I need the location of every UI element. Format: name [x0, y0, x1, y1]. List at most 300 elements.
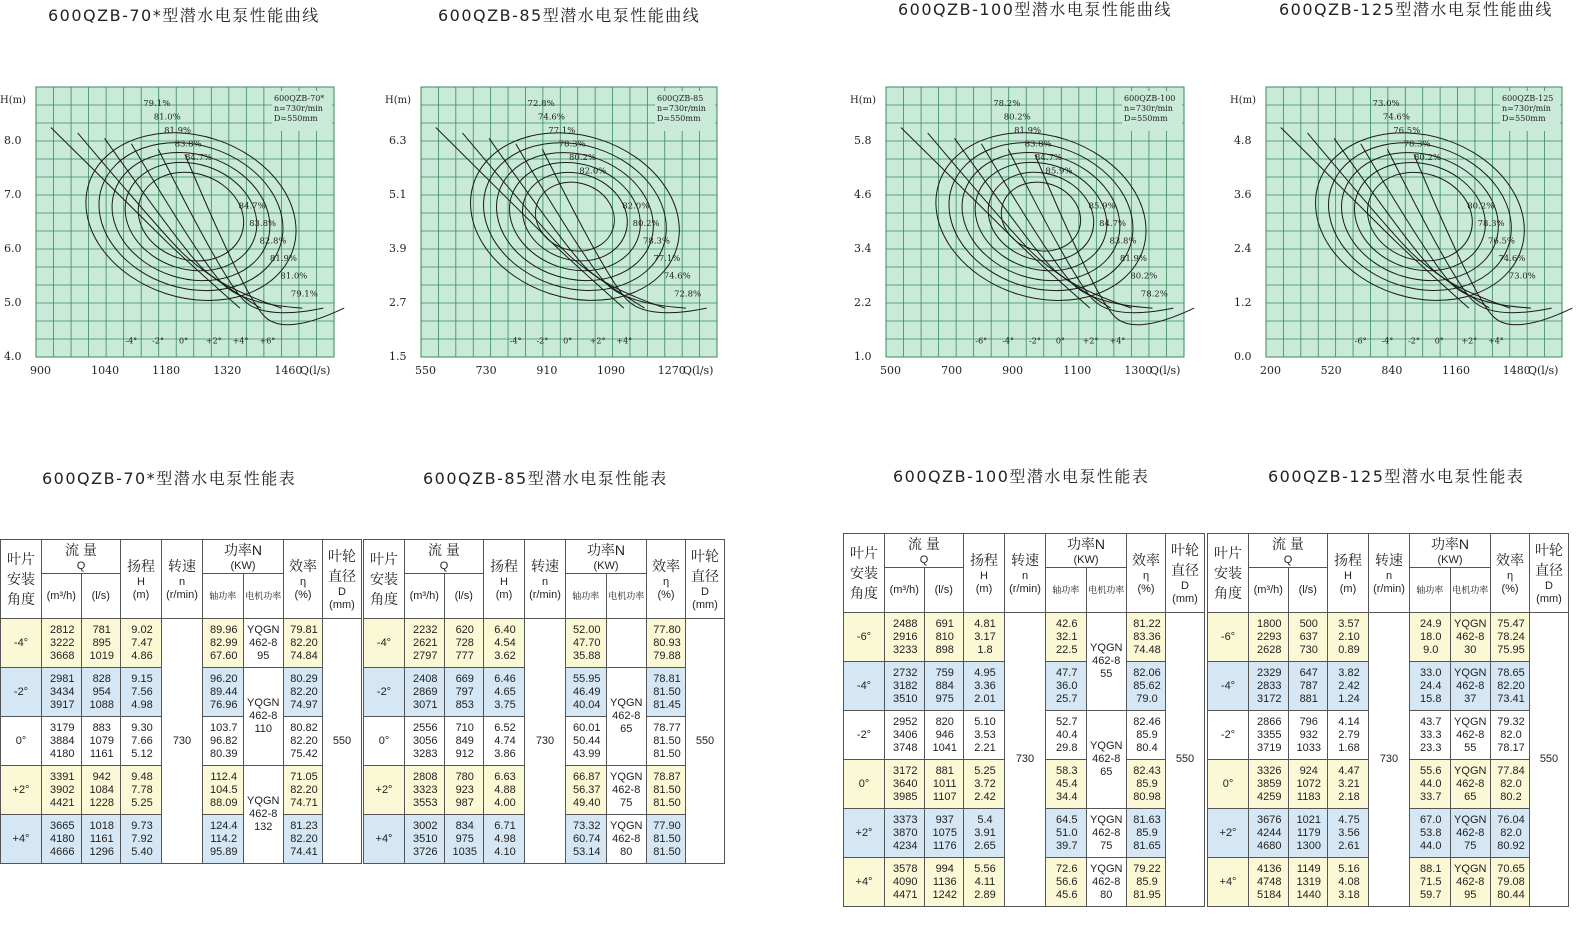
header-m3h: [405, 574, 445, 619]
cell-shaft-power: [566, 717, 607, 766]
cell-efficiency: [647, 815, 686, 864]
info-text: 600QZB-125: [1502, 94, 1554, 103]
cell-motor: [1086, 809, 1127, 858]
efficiency-label: 80.2%: [1414, 152, 1442, 163]
cell-head: [964, 613, 1005, 662]
efficiency-label: 85.9%: [1045, 166, 1073, 177]
header-flow: [42, 540, 121, 574]
header-speed-sym: n: [1021, 570, 1029, 582]
motor-value: YQGN 462-8 55: [1090, 642, 1123, 680]
cell-flow-ls: [924, 711, 964, 760]
cell-shaft-power: [1410, 613, 1451, 662]
cell-shaft-power: [1410, 662, 1451, 711]
cell-speed: [1005, 613, 1046, 907]
cell-head: [484, 717, 525, 766]
chart-title-85: 600QZB-85型潜水电泵性能曲线: [438, 6, 701, 25]
efficiency-label: 77.1%: [548, 125, 576, 136]
shaft-power-values: 103.7 96.82 80.39: [209, 721, 238, 760]
header-head-unit: (m): [1339, 583, 1357, 595]
angle-value: +4°: [855, 875, 873, 888]
cell-shaft-power: [1410, 760, 1451, 809]
y-tick-label: 1.5: [389, 350, 407, 363]
cell-flow-m3h: [885, 613, 925, 662]
cell-efficiency: [647, 668, 686, 717]
header-blade-2: 安装: [7, 571, 35, 587]
flow-m3h-values: 3179 3884 4180: [50, 721, 75, 760]
cell-angle: [844, 858, 885, 907]
table-title-85: 600QZB-85型潜水电泵性能表: [423, 469, 668, 488]
cell-flow-m3h: [1249, 809, 1289, 858]
cell-shaft-power: [1410, 858, 1451, 907]
cell-motor: [1086, 711, 1127, 809]
header-dia-1: 叶轮: [328, 548, 356, 564]
info-text: n=730r/min: [657, 104, 706, 113]
x-tick-label: 1180: [152, 364, 181, 377]
header-eff-label: 效率: [652, 558, 680, 574]
chart-title-100: 600QZB-100型潜水电泵性能曲线: [898, 0, 1172, 19]
flow-ls-values: 780 923 987: [455, 770, 474, 809]
motor-value: YQGN 462-8 110: [247, 697, 280, 735]
header-head-label: 扬程: [970, 552, 998, 568]
cell-flow-m3h: [885, 662, 925, 711]
header-speed-unit: (r/min): [1373, 583, 1405, 595]
angle-label: +4°: [1488, 336, 1504, 346]
head-values: 4.47 3.21 2.18: [1338, 764, 1360, 803]
flow-ls-values: 796 932 1033: [1296, 715, 1321, 754]
flow-ls-values: 881 1011 1107: [932, 764, 957, 803]
cell-angle: [844, 613, 885, 662]
diameter-value: 550: [1175, 753, 1195, 765]
header-dia-unit: (mm): [329, 599, 355, 611]
efficiency-label: 81.9%: [1119, 254, 1147, 265]
header-head: [484, 540, 525, 619]
header-head-label: 扬程: [1334, 552, 1362, 568]
cell-flow-ls: [924, 613, 964, 662]
angle-label: +4°: [1109, 336, 1126, 346]
efficiency-label: 84.7%: [1099, 219, 1127, 230]
header-power: [566, 540, 647, 574]
y-tick-label: 3.9: [389, 242, 407, 255]
performance-table-70: [0, 539, 362, 864]
efficiency-label: 77.1%: [653, 254, 681, 265]
performance-table-85: [363, 539, 725, 864]
x-tick-label: 1300: [1124, 364, 1153, 377]
info-text: D=550mm: [657, 114, 701, 123]
cell-flow-ls: [444, 619, 484, 668]
header-motor: [1450, 568, 1491, 613]
header-head: [1328, 534, 1369, 613]
diameter-value: 550: [1539, 753, 1559, 765]
angle-label: -4°: [125, 336, 138, 346]
y-tick-label: 2.4: [1234, 242, 1252, 255]
angle-label: -2°: [1408, 336, 1420, 346]
shaft-power-values: 66.87 56.37 49.40: [572, 770, 601, 809]
header-eff: [647, 540, 686, 619]
x-tick-label: 730: [475, 364, 497, 377]
motor-value: YQGN 462-8 75: [1454, 813, 1487, 852]
header-power-label: 功率N: [1066, 536, 1106, 552]
flow-ls-values: 1149 1319 1440: [1296, 862, 1321, 901]
cell-flow-m3h: [885, 760, 925, 809]
cell-efficiency: [284, 717, 323, 766]
motor-value: YQGN 462-8 75: [1090, 813, 1123, 852]
cell-flow-ls: [444, 668, 484, 717]
performance-table-125: [1207, 533, 1569, 907]
head-values: 3.57 2.10 0.89: [1338, 617, 1360, 656]
head-values: 5.4 3.91 2.65: [974, 813, 996, 852]
header-blade: [1, 540, 42, 619]
flow-ls-values: 924 1072 1183: [1296, 764, 1321, 803]
cell-diameter: [323, 619, 362, 864]
head-values: 6.63 4.88 4.00: [494, 770, 516, 809]
header-m3h-label: (m³/h): [1253, 583, 1283, 596]
efficiency-values: 70.65 79.08 80.44: [1497, 862, 1525, 901]
head-values: 6.40 4.54 3.62: [494, 623, 516, 662]
header-blade-1: 叶片: [1214, 545, 1242, 561]
efficiency-label: 83.8%: [1109, 236, 1137, 247]
x-tick-label: 1040: [91, 364, 120, 377]
shaft-power-values: 24.9 18.0 9.0: [1420, 617, 1442, 656]
cell-flow-m3h: [1249, 662, 1289, 711]
cell-angle: [1208, 613, 1249, 662]
cell-head: [964, 711, 1005, 760]
angle-label: +4°: [616, 336, 633, 346]
flow-m3h-values: 2329 2833 3172: [1257, 666, 1282, 705]
header-blade-2: 安装: [370, 571, 398, 587]
angle-value: +2°: [855, 826, 873, 839]
efficiency-label: 73.0%: [1508, 271, 1536, 282]
header-power-unit: (KW): [1073, 554, 1099, 566]
cell-efficiency: [284, 815, 323, 864]
efficiency-label: 76.5%: [1488, 236, 1516, 247]
header-blade-3: 角度: [850, 585, 878, 601]
header-dia-unit: (mm): [692, 599, 718, 611]
angle-label: -2°: [1029, 336, 1041, 346]
header-speed-label: 转速: [168, 558, 196, 574]
x-tick-label: 1100: [1063, 364, 1092, 377]
flow-ls-values: 820 946 1041: [932, 715, 957, 754]
flow-m3h-values: 4136 4748 5184: [1257, 862, 1282, 901]
cell-efficiency: [647, 717, 686, 766]
header-blade: [844, 534, 885, 613]
cell-efficiency: [1491, 662, 1530, 711]
cell-flow-m3h: [42, 766, 82, 815]
header-power-unit: (KW): [1437, 554, 1463, 566]
header-ls: [1288, 568, 1328, 613]
cell-efficiency: [1127, 711, 1166, 760]
cell-angle: [844, 809, 885, 858]
cell-efficiency: [1491, 613, 1530, 662]
header-eff: [1491, 534, 1530, 613]
cell-head: [1328, 858, 1369, 907]
cell-shaft-power: [566, 668, 607, 717]
info-text: D=550mm: [274, 114, 318, 123]
head-values: 4.75 3.56 2.61: [1338, 813, 1360, 852]
performance-chart-70: [0, 57, 374, 387]
y-tick-label: 2.2: [854, 296, 872, 309]
y-tick-label: 1.2: [1234, 296, 1252, 309]
header-flow-sym: Q: [1283, 554, 1293, 566]
speed-value: 730: [535, 734, 555, 747]
header-speed-label: 转速: [1011, 552, 1039, 568]
header-m3h: [42, 574, 82, 619]
header-head-unit: (m): [132, 589, 150, 601]
cell-motor: [606, 668, 647, 766]
header-blade-2: 安装: [850, 565, 878, 581]
chart-title-125: 600QZB-125型潜水电泵性能曲线: [1279, 0, 1553, 19]
cell-motor: [1450, 858, 1491, 907]
header-flow-sym: Q: [439, 560, 449, 572]
header-dia-2: 直径: [1535, 562, 1563, 578]
cell-head: [484, 815, 525, 864]
head-values: 9.15 7.56 4.98: [131, 672, 153, 711]
cell-head: [484, 619, 525, 668]
header-eff: [284, 540, 323, 619]
efficiency-values: 77.84 82.0 80.2: [1497, 764, 1525, 803]
cell-angle: [1208, 858, 1249, 907]
efficiency-label: 74.6%: [1498, 254, 1526, 265]
header-speed: [525, 540, 566, 619]
y-tick-label: 6.0: [4, 242, 22, 255]
shaft-power-values: 73.32 60.74 53.14: [572, 819, 601, 858]
cell-motor: [606, 815, 647, 864]
cell-motor: [243, 668, 284, 766]
efficiency-values: 75.47 78.24 75.95: [1497, 617, 1525, 656]
angle-label: -2°: [536, 336, 549, 346]
cell-head: [1328, 711, 1369, 760]
header-blade: [1208, 534, 1249, 613]
header-blade-2: 安装: [1214, 565, 1242, 581]
cell-angle: [1208, 662, 1249, 711]
efficiency-values: 76.04 82.0 80.92: [1497, 813, 1525, 852]
cell-head: [121, 668, 162, 717]
x-tick-label: 1480: [1502, 364, 1531, 377]
info-text: D=550mm: [1502, 114, 1546, 123]
header-m3h-label: (m³/h): [46, 589, 76, 602]
cell-flow-m3h: [885, 711, 925, 760]
header-flow: [885, 534, 964, 568]
header-speed-unit: (r/min): [529, 589, 561, 601]
y-tick-label: 3.4: [854, 242, 872, 255]
cell-efficiency: [1127, 613, 1166, 662]
motor-value: YQGN 462-8 30: [1454, 617, 1487, 656]
header-motor: [606, 574, 647, 619]
header-eff-sym: η: [1506, 570, 1514, 582]
x-tick-label: 1460: [274, 364, 303, 377]
chart-title-70: 600QZB-70*型潜水电泵性能曲线: [48, 6, 320, 25]
x-tick-label: 700: [941, 364, 963, 377]
header-head-sym: H: [980, 570, 988, 582]
header-dia-unit: (mm): [1536, 593, 1562, 605]
header-speed-unit: (r/min): [166, 589, 198, 601]
shaft-power-values: 55.95 46.49 40.04: [572, 672, 601, 711]
header-dia-1: 叶轮: [1535, 542, 1563, 558]
efficiency-label: 76.5%: [1393, 125, 1421, 136]
efficiency-label: 81.9%: [1014, 125, 1042, 136]
header-dia-unit: (mm): [1172, 593, 1198, 605]
header-power-label: 功率N: [1430, 536, 1470, 552]
cell-shaft-power: [1410, 809, 1451, 858]
cell-head: [964, 858, 1005, 907]
cell-speed: [162, 619, 203, 864]
y-tick-label: 2.7: [389, 296, 407, 309]
shaft-power-values: 96.20 89.44 76.96: [209, 672, 238, 711]
flow-m3h-values: 2952 3406 3748: [893, 715, 918, 754]
cell-flow-m3h: [405, 766, 445, 815]
info-text: 600QZB-70*: [274, 94, 325, 103]
angle-value: -4°: [13, 636, 29, 649]
motor-value: YQGN 462-8 95: [247, 623, 280, 662]
y-tick-label: 6.3: [389, 134, 407, 147]
header-shaft-label: 轴功率: [209, 590, 237, 601]
y-tick-label: 8.0: [4, 134, 22, 147]
head-values: 5.16 4.08 3.18: [1338, 862, 1360, 901]
efficiency-label: 83.8%: [1024, 139, 1052, 150]
flow-ls-values: 937 1075 1176: [932, 813, 957, 852]
shaft-power-values: 88.1 71.5 59.7: [1420, 862, 1442, 901]
header-m3h-label: (m³/h): [409, 589, 439, 602]
flow-m3h-values: 2232 2621 2797: [413, 623, 438, 662]
header-blade-1: 叶片: [7, 551, 35, 567]
cell-flow-ls: [81, 815, 121, 864]
flow-m3h-values: 3391 3902 4421: [50, 770, 75, 809]
cell-flow-m3h: [42, 668, 82, 717]
flow-m3h-values: 2866 3355 3719: [1257, 715, 1282, 754]
efficiency-values: 77.90 81.50 81.50: [653, 819, 681, 858]
angle-label: +2°: [1461, 336, 1478, 346]
efficiency-label: 81.0%: [280, 271, 308, 282]
cell-flow-m3h: [1249, 760, 1289, 809]
info-text: D=550mm: [1124, 114, 1168, 123]
motor-value: YQGN 462-8 80: [1090, 862, 1123, 901]
y-axis-label: H(m): [385, 95, 412, 106]
header-shaft-label: 轴功率: [1416, 584, 1444, 595]
cell-flow-ls: [1288, 760, 1328, 809]
efficiency-values: 81.22 83.36 74.48: [1133, 617, 1161, 656]
cell-efficiency: [1127, 858, 1166, 907]
cell-motor: [1450, 809, 1491, 858]
cell-flow-m3h: [42, 619, 82, 668]
angle-label: -6°: [1354, 336, 1367, 346]
angle-value: -6°: [1220, 630, 1236, 643]
head-values: 6.46 4.65 3.75: [494, 672, 516, 711]
cell-shaft-power: [203, 668, 244, 717]
shaft-power-values: 67.0 53.8 44.0: [1420, 813, 1442, 852]
efficiency-label: 81.9%: [269, 254, 297, 265]
y-tick-label: 3.6: [1234, 188, 1252, 201]
x-tick-label: 200: [1260, 364, 1281, 377]
efficiency-label: 84.7%: [238, 201, 266, 212]
header-shaft-label: 轴功率: [1052, 584, 1080, 595]
angle-value: -4°: [1220, 679, 1236, 692]
header-motor: [1086, 568, 1127, 613]
angle-value: 0°: [858, 777, 870, 790]
header-speed: [1005, 534, 1046, 613]
cell-efficiency: [1491, 858, 1530, 907]
efficiency-label: 80.2%: [569, 152, 597, 163]
efficiency-label: 83.8%: [249, 219, 277, 230]
cell-shaft-power: [1046, 760, 1087, 809]
header-head: [964, 534, 1005, 613]
angle-value: +4°: [12, 832, 30, 845]
info-text: n=730r/min: [1502, 104, 1551, 113]
x-tick-label: 910: [536, 364, 558, 377]
shaft-power-values: 112.4 104.5 88.09: [209, 770, 238, 809]
info-text: 600QZB-85: [657, 94, 704, 103]
cell-flow-ls: [924, 760, 964, 809]
angle-label: 0°: [563, 336, 573, 346]
cell-motor: [606, 619, 647, 668]
header-blade-3: 角度: [7, 591, 35, 607]
efficiency-label: 78.2%: [1140, 289, 1168, 300]
header-ls-label: (l/s): [91, 589, 110, 602]
flow-m3h-values: 3326 3859 4259: [1257, 764, 1282, 803]
efficiency-values: 80.82 82.20 75.42: [290, 721, 318, 760]
cell-head: [1328, 760, 1369, 809]
cell-angle: [844, 662, 885, 711]
header-blade-1: 叶片: [370, 551, 398, 567]
cell-motor: [1086, 613, 1127, 711]
cell-angle: [1208, 760, 1249, 809]
table-title-70: 600QZB-70*型潜水电泵性能表: [42, 469, 297, 488]
cell-angle: [364, 815, 405, 864]
y-axis-label: H(m): [0, 95, 27, 106]
angle-label: 0°: [179, 336, 189, 346]
y-tick-label: 5.0: [4, 296, 22, 309]
header-power: [1046, 534, 1127, 568]
header-flow: [1249, 534, 1328, 568]
efficiency-label: 74.6%: [1382, 112, 1410, 123]
cell-speed: [525, 619, 566, 864]
header-dia-sym: D: [1181, 580, 1189, 592]
cell-shaft-power: [566, 619, 607, 668]
head-values: 5.56 4.11 2.89: [974, 862, 996, 901]
header-dia: [1530, 534, 1569, 613]
cell-flow-ls: [81, 717, 121, 766]
cell-flow-m3h: [405, 815, 445, 864]
header-motor-label: 电机功率: [1452, 584, 1489, 595]
cell-flow-ls: [444, 766, 484, 815]
cell-angle: [1, 668, 42, 717]
cell-angle: [364, 717, 405, 766]
cell-efficiency: [284, 619, 323, 668]
cell-motor: [606, 766, 647, 815]
shaft-power-values: 89.96 82.99 67.60: [209, 623, 238, 662]
header-eff-label: 效率: [289, 558, 317, 574]
flow-m3h-values: 3373 3870 4234: [893, 813, 918, 852]
angle-label: 0°: [1055, 336, 1065, 346]
flow-m3h-values: 2556 3056 3283: [413, 721, 438, 760]
header-head-unit: (m): [495, 589, 513, 601]
cell-angle: [844, 711, 885, 760]
header-head-unit: (m): [975, 583, 993, 595]
header-ls-label: (l/s): [934, 583, 953, 596]
angle-label: -4°: [1381, 336, 1394, 346]
header-eff-sym: η: [299, 576, 307, 588]
cell-efficiency: [1491, 711, 1530, 760]
header-dia: [323, 540, 362, 619]
header-power: [1410, 534, 1491, 568]
flow-m3h-values: 2808 3323 3553: [413, 770, 438, 809]
angle-label: +2°: [1082, 336, 1099, 346]
header-speed-sym: n: [1385, 570, 1393, 582]
head-values: 5.10 3.53 2.21: [974, 715, 996, 754]
efficiency-values: 82.06 85.62 79.0: [1133, 666, 1161, 705]
flow-ls-values: 710 849 912: [455, 721, 474, 760]
x-tick-label: 500: [880, 364, 901, 377]
flow-ls-values: 669 797 853: [455, 672, 474, 711]
cell-shaft-power: [1046, 858, 1087, 907]
